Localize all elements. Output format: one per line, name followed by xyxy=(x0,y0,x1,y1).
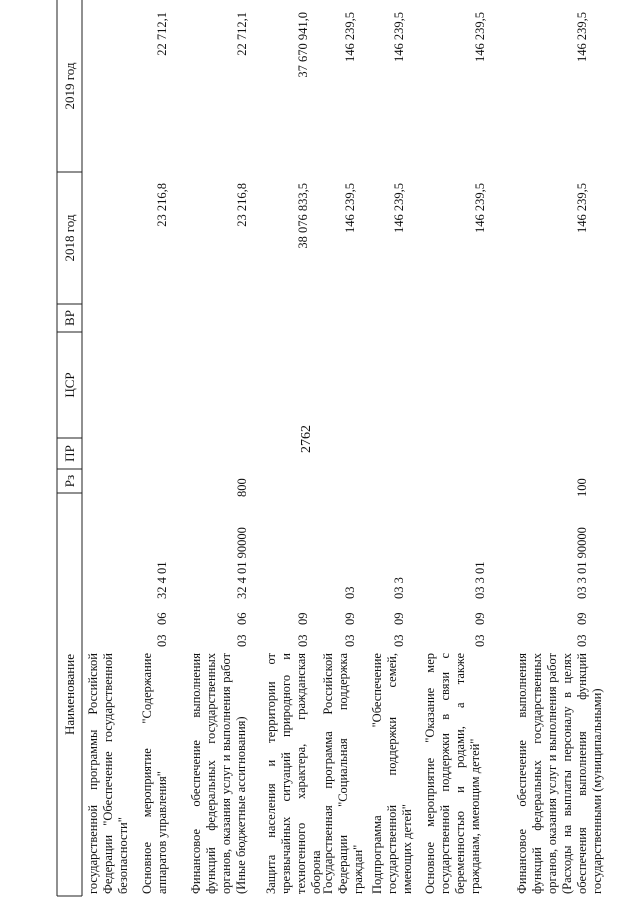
row-5-csr: 03 3 xyxy=(392,577,406,599)
row-4-csr: 03 xyxy=(343,586,357,599)
row-3-2018: 38 076 833,5 xyxy=(296,183,310,249)
row-2-name: Финансовое обеспечение выполнения функций федеральных государственных органов, оказания услуг и выполнения работ (Иные бюджетные ассигнования) xyxy=(189,653,248,894)
row-5-rz: 03 xyxy=(392,634,406,647)
page-number: 2762 xyxy=(299,425,314,453)
row-6-rz: 03 xyxy=(473,634,487,647)
row-5-2018: 146 239,5 xyxy=(392,183,406,233)
header-vr: ВР xyxy=(62,310,77,326)
row-2-2018: 23 216,8 xyxy=(235,183,249,227)
row-7-csr: 03 3 01 90000 xyxy=(575,527,589,599)
row-7-rz: 03 xyxy=(575,634,589,647)
header-2019: 2019 год xyxy=(62,62,77,110)
row-3-2019: 37 670 941,0 xyxy=(296,12,310,78)
row-1-2018: 23 216,8 xyxy=(155,183,169,227)
header-rz: Рз xyxy=(62,474,77,488)
row-6-2018: 146 239,5 xyxy=(473,183,487,233)
row-6-name: Основное мероприятие "Оказание мер государственной поддержки в связи с беременностью и родами, а также гражданам, имеющим детей" xyxy=(423,653,482,894)
row-6-pr: 09 xyxy=(473,612,487,625)
row-4-2018: 146 239,5 xyxy=(343,183,357,233)
row-6-2019: 146 239,5 xyxy=(473,12,487,62)
row-6-csr: 03 3 01 xyxy=(473,561,487,599)
row-7-2018: 146 239,5 xyxy=(575,183,589,233)
row-3-name: Защита населения и территории от чрезвычайных ситуаций природного и техногенного характера, гражданская оборона xyxy=(264,653,323,894)
row-1-csr: 32 4 01 xyxy=(155,561,169,599)
row-1-rz: 03 xyxy=(155,634,169,647)
row-3-pr: 09 xyxy=(296,612,310,625)
row-4-pr: 09 xyxy=(343,612,357,625)
header-pr: ПР xyxy=(62,445,77,462)
row-7-name: Финансовое обеспечение выполнения функций федеральных государственных органов, оказания услуг и выполнения работ (Расходы на выплаты персоналу в целях обеспечения выполнения функций государственными (муниципальными) xyxy=(515,653,604,894)
row-5-pr: 09 xyxy=(392,612,406,625)
row-2-rz: 03 xyxy=(235,634,249,647)
row-4-rz: 03 xyxy=(343,634,357,647)
row-4-name: Государственная программа Российской Федерации "Социальная поддержка граждан" xyxy=(321,653,365,894)
row-1-name: Основное мероприятие "Содержание аппаратов управления" xyxy=(140,653,169,894)
row-7-vr: 100 xyxy=(575,478,589,497)
row-7-2019: 146 239,5 xyxy=(575,12,589,62)
row-2-csr: 32 4 01 90000 xyxy=(235,527,249,599)
row-0-name: государственной программы Российской Федерации "Обеспечение государственной безопасности" xyxy=(86,653,130,894)
row-5-name: Подпрограмма "Обеспечение государственной поддержки семей, имеющих детей" xyxy=(370,653,414,894)
row-5-2019: 146 239,5 xyxy=(392,12,406,62)
row-1-pr: 06 xyxy=(155,612,169,625)
row-3-rz: 03 xyxy=(296,634,310,647)
row-2-vr: 800 xyxy=(235,478,249,497)
header-name: Наименование xyxy=(62,654,77,735)
header-csr: ЦСР xyxy=(62,372,77,398)
row-7-pr: 09 xyxy=(575,612,589,625)
row-2-2019: 22 712,1 xyxy=(235,12,249,56)
row-1-2019: 22 712,1 xyxy=(155,12,169,56)
row-4-2019: 146 239,5 xyxy=(343,12,357,62)
header-2018: 2018 год xyxy=(62,214,77,262)
row-2-pr: 06 xyxy=(235,612,249,625)
